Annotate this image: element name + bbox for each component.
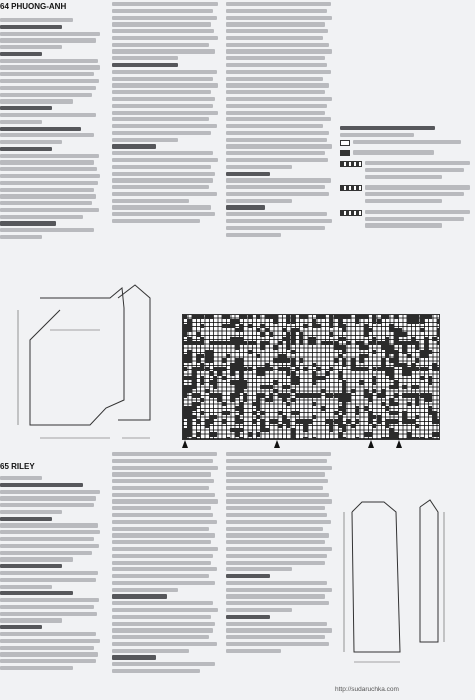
cross-left-symbol — [340, 185, 362, 191]
chart-cell — [415, 402, 419, 406]
chart-cell — [351, 424, 355, 428]
chart-cell — [196, 419, 200, 423]
chart-cell — [291, 398, 295, 402]
chart-cell — [303, 428, 307, 432]
chart-cell — [334, 358, 338, 362]
chart-cell — [295, 411, 299, 415]
chart-cell — [213, 415, 217, 419]
chart-cell — [346, 398, 350, 402]
chart-cell — [316, 393, 320, 397]
chart-cell — [291, 350, 295, 354]
chart-cell — [321, 315, 325, 319]
chart-cell — [200, 324, 204, 328]
knit-stitch-symbol — [340, 140, 350, 146]
chart-cell — [420, 328, 424, 332]
chart-cell — [235, 393, 239, 397]
chart-cell — [260, 345, 264, 349]
chart-cell — [312, 402, 316, 406]
chart-cell — [359, 380, 363, 384]
chart-cell — [424, 354, 428, 358]
chart-cell — [394, 411, 398, 415]
chart-cell — [394, 402, 398, 406]
chart-cell — [420, 319, 424, 323]
chart-cell — [256, 432, 260, 436]
chart-cell — [239, 328, 243, 332]
chart-cell — [222, 367, 226, 371]
chart-cell — [260, 371, 264, 375]
chart-cell — [200, 411, 204, 415]
chart-cell — [329, 367, 333, 371]
chart-cell — [325, 371, 329, 375]
chart-cell — [316, 367, 320, 371]
arrow-marker — [182, 440, 188, 448]
chart-cell — [428, 398, 432, 402]
chart-cell — [437, 432, 440, 436]
cross-right-symbol — [340, 161, 362, 167]
chart-cell — [342, 328, 346, 332]
chart-cell — [355, 411, 359, 415]
chart-cell — [273, 380, 277, 384]
chart-cell — [394, 315, 398, 319]
chart-cell — [196, 402, 200, 406]
chart-cell — [437, 332, 440, 336]
chart-cell — [299, 358, 303, 362]
chart-cell — [346, 315, 350, 319]
chart-cell — [303, 367, 307, 371]
chart-cell — [230, 371, 234, 375]
chart-cell — [312, 341, 316, 345]
chart-cell — [196, 432, 200, 436]
chart-cell — [316, 324, 320, 328]
chart-cell — [265, 341, 269, 345]
text-column-5 — [0, 476, 104, 700]
chart-cell — [402, 385, 406, 389]
chart-cell — [342, 363, 346, 367]
chart-cell — [299, 341, 303, 345]
chart-cell — [209, 419, 213, 423]
chart-cell — [222, 358, 226, 362]
chart-cell — [278, 424, 282, 428]
chart-cell — [209, 358, 213, 362]
chart-cell — [256, 315, 260, 319]
chart-cell — [364, 345, 368, 349]
chart-cell — [394, 385, 398, 389]
pattern-title-65: 65 RILEY — [0, 462, 35, 471]
chart-cell — [192, 406, 196, 410]
chart-cell — [372, 424, 376, 428]
chart-cell — [368, 328, 372, 332]
chart-cell — [248, 432, 252, 436]
chart-cell — [420, 376, 424, 380]
arrow-marker — [274, 440, 280, 448]
footer-url[interactable]: http://sudaruchka.com — [335, 686, 399, 693]
chart-cell — [243, 398, 247, 402]
chart-cell — [265, 428, 269, 432]
chart-cell — [256, 354, 260, 358]
chart-arrows — [182, 440, 440, 452]
chart-cell — [355, 319, 359, 323]
garment-schematic-top — [0, 280, 180, 460]
chart-cell — [200, 398, 204, 402]
chart-cell — [291, 319, 295, 323]
chart-cell — [437, 367, 440, 371]
chart-cell — [321, 406, 325, 410]
chart-cell — [364, 315, 368, 319]
chart-cell — [381, 393, 385, 397]
chart-cell — [342, 411, 346, 415]
chart-cell — [359, 358, 363, 362]
legend-column — [340, 126, 475, 326]
chart-cell — [183, 393, 187, 397]
chart-cell — [213, 385, 217, 389]
chart-cell — [239, 428, 243, 432]
chart-cell — [394, 393, 398, 397]
chart-cell — [329, 332, 333, 336]
chart-cell — [415, 424, 419, 428]
chart-cell — [428, 380, 432, 384]
chart-cell — [209, 315, 213, 319]
chart-cell — [273, 345, 277, 349]
chart-cell — [364, 367, 368, 371]
text-column-1 — [0, 18, 104, 268]
chart-cell — [303, 315, 307, 319]
chart-cell — [351, 389, 355, 393]
chart-cell — [415, 385, 419, 389]
chart-cell — [415, 358, 419, 362]
chart-cell — [222, 419, 226, 423]
chart-cell — [407, 354, 411, 358]
chart-cell — [239, 419, 243, 423]
chart-cell — [205, 424, 209, 428]
chart-cell — [278, 341, 282, 345]
chart-cell — [192, 385, 196, 389]
chart-cell — [407, 371, 411, 375]
chart-cell — [295, 380, 299, 384]
chart-cell — [424, 367, 428, 371]
chart-cell — [437, 341, 440, 345]
chart-cell — [428, 315, 432, 319]
chart-cell — [252, 419, 256, 423]
text-column-6 — [112, 452, 222, 700]
chart-cell — [407, 402, 411, 406]
chart-cell — [402, 332, 406, 336]
chart-cell — [303, 324, 307, 328]
chart-cell — [187, 328, 191, 332]
chart-cell — [222, 376, 226, 380]
purl-stitch-symbol — [340, 150, 350, 156]
chart-cell — [226, 411, 230, 415]
chart-cell — [437, 319, 440, 323]
chart-cell — [222, 402, 226, 406]
chart-cell — [273, 319, 277, 323]
chart-cell — [312, 380, 316, 384]
chart-cell — [213, 432, 217, 436]
chart-cell — [428, 350, 432, 354]
chart-cell — [321, 376, 325, 380]
chart-cell — [248, 324, 252, 328]
chart-cell — [269, 398, 273, 402]
chart-cell — [248, 350, 252, 354]
chart-cell — [368, 432, 372, 436]
chart-cell — [200, 341, 204, 345]
text-column-7 — [226, 452, 336, 700]
chart-cell — [226, 354, 230, 358]
chart-cell — [187, 358, 191, 362]
chart-cell — [260, 411, 264, 415]
arrow-marker — [396, 440, 402, 448]
text-column-3 — [226, 2, 336, 277]
chart-cell — [291, 341, 295, 345]
cable-symbol — [340, 210, 362, 216]
text-column-2 — [112, 2, 222, 272]
chart-cell — [368, 398, 372, 402]
chart-cell — [183, 367, 187, 371]
knitting-chart — [182, 314, 440, 440]
chart-cell — [355, 419, 359, 423]
chart-cell — [269, 332, 273, 336]
chart-cell — [394, 419, 398, 423]
chart-cell — [200, 380, 204, 384]
chart-cell — [342, 350, 346, 354]
chart-cell — [243, 385, 247, 389]
arrow-marker — [368, 440, 374, 448]
chart-cell — [329, 324, 333, 328]
chart-cell — [230, 398, 234, 402]
chart-cell — [377, 419, 381, 423]
chart-cell — [364, 332, 368, 336]
garment-schematic-bottom — [340, 492, 475, 672]
chart-cell — [252, 341, 256, 345]
chart-cell — [308, 419, 312, 423]
chart-cell — [415, 415, 419, 419]
chart-cell — [372, 380, 376, 384]
chart-cell — [235, 345, 239, 349]
chart-cell — [346, 341, 350, 345]
chart-cell — [312, 415, 316, 419]
chart-cell — [239, 411, 243, 415]
chart-cell — [377, 319, 381, 323]
chart-cell — [364, 354, 368, 358]
chart-cell — [342, 428, 346, 432]
chart-cell — [385, 315, 389, 319]
chart-cell — [329, 428, 333, 432]
chart-cell — [295, 367, 299, 371]
pattern-title-64: 64 PHUONG-ANH — [0, 2, 67, 11]
chart-cell — [437, 419, 440, 423]
chart-cell — [248, 315, 252, 319]
chart-cell — [286, 402, 290, 406]
chart-cell — [372, 350, 376, 354]
chart-cell — [260, 332, 264, 336]
chart-cell — [269, 367, 273, 371]
chart-cell — [248, 367, 252, 371]
